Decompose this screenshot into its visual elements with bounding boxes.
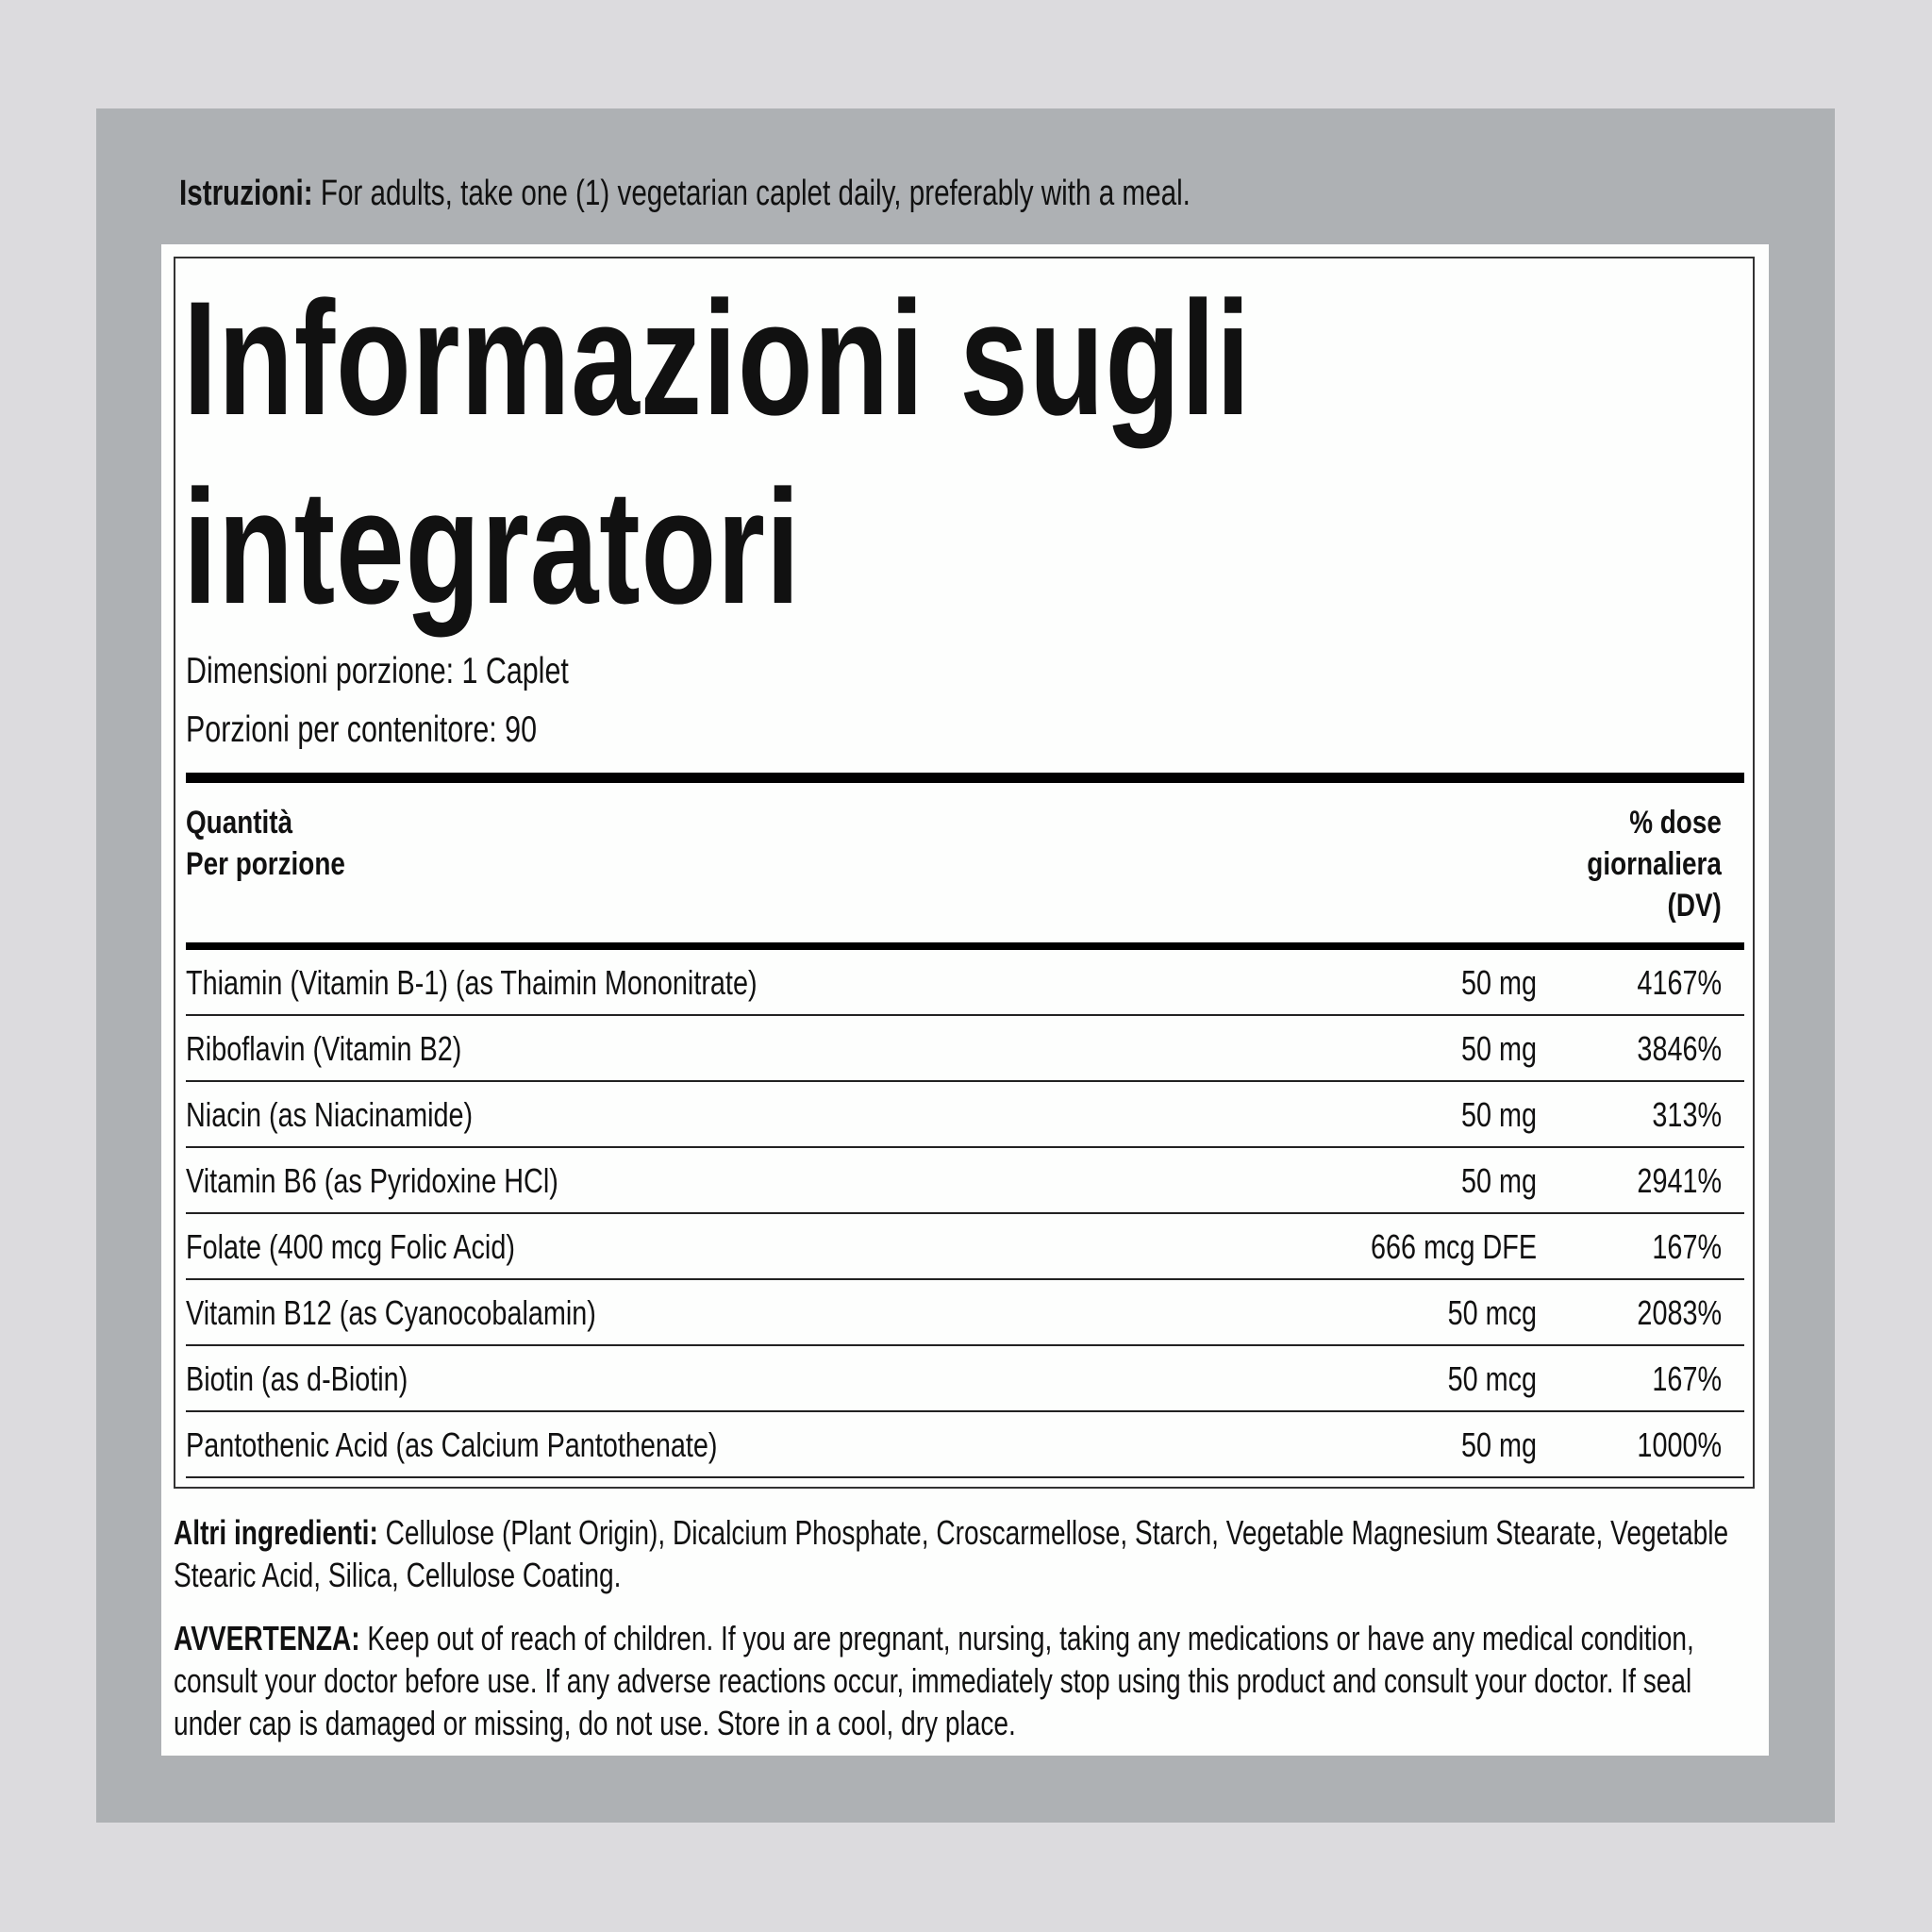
nutrient-name: Niacin (as Niacinamide) [186, 1095, 474, 1134]
directions-label: Istruzioni: [179, 174, 313, 213]
nutrient-dv: 1000% [1637, 1425, 1722, 1464]
table-row [186, 1214, 1744, 1280]
other-ingredients-text: Cellulose (Plant Origin), Dicalcium Phosphate, Croscarmellose, Starch, Vegetable Magnesium Stearate, Vegetable Stearic Acid, Silica, Cellulose Coating. [174, 1513, 1729, 1594]
nutrient-name: Vitamin B6 (as Pyridoxine HCl) [186, 1161, 558, 1200]
nutrient-dv: 4167% [1637, 963, 1722, 1002]
nutrient-amount: 666 mcg DFE [1370, 1227, 1537, 1266]
title-line-1: Informazioni sugli [183, 268, 1252, 449]
directions-text: For adults, take one (1) vegetarian caplet daily, preferably with a meal. [312, 174, 1191, 213]
nutrient-dv: 167% [1652, 1227, 1722, 1266]
servings-per-container: Porzioni per contenitore: 90 [186, 709, 538, 750]
thick-divider [186, 942, 1744, 950]
header-text: Per porzione [186, 846, 345, 882]
nutrient-name: Biotin (as d-Biotin) [186, 1359, 408, 1398]
nutrient-amount: 50 mcg [1447, 1359, 1537, 1398]
nutrient-amount: 50 mg [1460, 1425, 1537, 1464]
table-row [186, 1148, 1744, 1214]
table-row [186, 1412, 1744, 1478]
nutrient-amount: 50 mg [1460, 1029, 1537, 1068]
table-row [186, 950, 1744, 1016]
page-title [183, 264, 1251, 641]
table-row [186, 1280, 1744, 1346]
thick-divider [186, 773, 1744, 783]
warning [174, 1617, 1763, 1744]
serving-size: Dimensioni porzione: 1 Caplet [186, 651, 569, 691]
table-row [186, 1016, 1744, 1082]
warning-label: AVVERTENZA: [174, 1619, 360, 1657]
nutrient-amount: 50 mg [1460, 1161, 1537, 1200]
dv-header [1587, 802, 1722, 926]
nutrient-name: Vitamin B12 (as Cyanocobalamin) [186, 1293, 596, 1332]
nutrient-name: Thiamin (Vitamin B-1) (as Thaimin Mononitrate) [186, 963, 758, 1002]
nutrient-dv: 3846% [1637, 1029, 1722, 1068]
nutrient-amount: 50 mcg [1447, 1293, 1537, 1332]
title-line-2: integratori [183, 457, 801, 638]
table-row [186, 1082, 1744, 1148]
header-text: (DV) [1667, 888, 1722, 924]
nutrient-amount: 50 mg [1460, 1095, 1537, 1134]
header-text: % dose [1629, 805, 1722, 841]
nutrient-name: Riboflavin (Vitamin B2) [186, 1029, 462, 1068]
nutrient-name: Pantothenic Acid (as Calcium Pantothenate) [186, 1425, 718, 1464]
nutrient-dv: 2941% [1637, 1161, 1722, 1200]
table-row [186, 1346, 1744, 1412]
nutrient-dv: 167% [1652, 1359, 1722, 1398]
nutrient-name: Folate (400 mcg Folic Acid) [186, 1227, 515, 1266]
other-ingredients-label: Altri ingredienti: [174, 1513, 378, 1552]
warning-text: Keep out of reach of children. If you are pregnant, nursing, taking any medications or have any medical condition, consult your doctor before use. If any adverse reactions occur, immediately stop using this product and consult your doctor. If seal under cap is damaged or missing, do not use. Store in a cool, dry place. [174, 1619, 1694, 1742]
header-text: giornaliera [1587, 846, 1722, 882]
directions [179, 174, 1191, 214]
amount-header [186, 802, 345, 885]
nutrient-dv: 2083% [1637, 1293, 1722, 1332]
other-ingredients [174, 1511, 1763, 1596]
header-text: Quantità [186, 805, 293, 841]
nutrient-dv: 313% [1652, 1095, 1722, 1134]
nutrient-amount: 50 mg [1460, 963, 1537, 1002]
